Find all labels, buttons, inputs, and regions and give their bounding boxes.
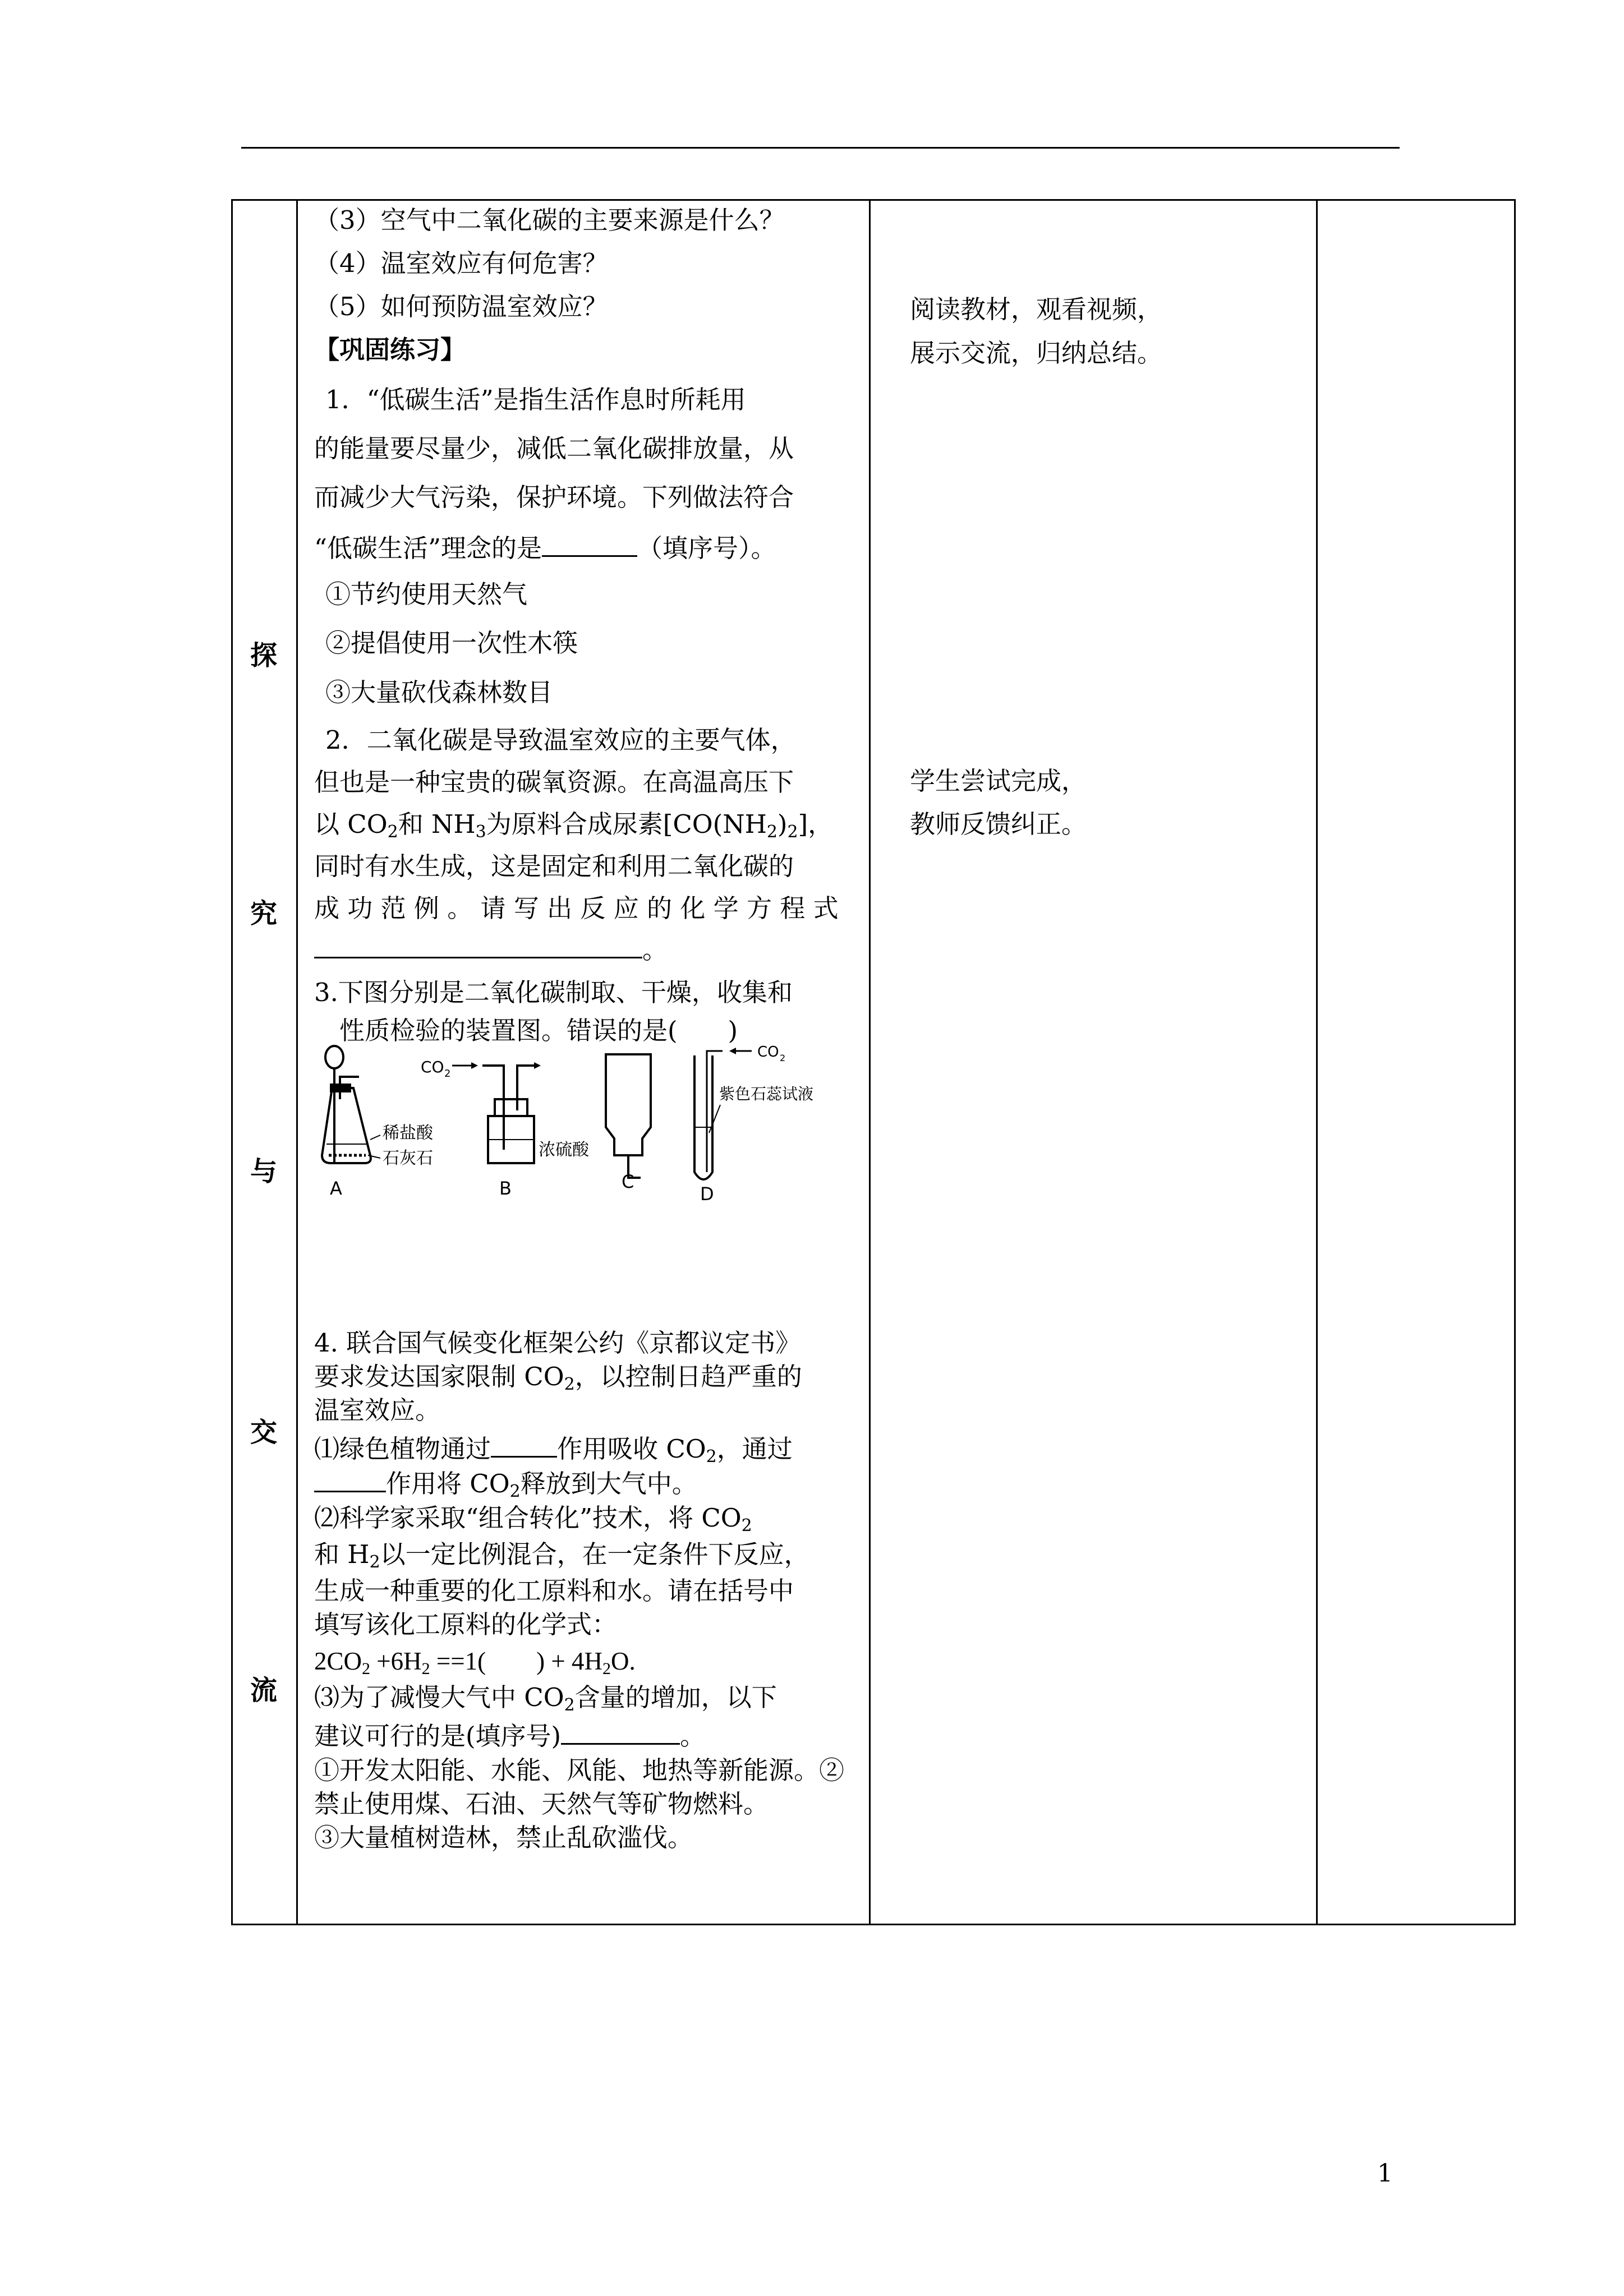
apparatus-d-gas: CO xyxy=(757,1044,779,1061)
ex4-equation xyxy=(314,1644,636,1686)
column-divider-2 xyxy=(869,199,871,1925)
ex4-part-2-line-4: 填写该化工原料的化学式： xyxy=(314,1610,618,1639)
ex1-line-4-text: “低碳生活”理念的是 xyxy=(314,533,542,563)
apparatus-figure xyxy=(314,1043,853,1251)
side-label-4: 交 xyxy=(250,1417,277,1448)
ex4-part-3-line-2 xyxy=(314,1717,705,1753)
subscript: 2 xyxy=(766,822,778,842)
ex2-equation-blank[interactable] xyxy=(314,931,642,958)
apparatus-label-a: A xyxy=(330,1178,342,1199)
ex4-line-2-text: 要求发达国家限制 CO xyxy=(314,1362,564,1391)
ex4-p1-text: ⑴绿色植物通过 xyxy=(314,1434,491,1464)
ex2-paren: ) xyxy=(777,809,788,839)
apparatus-d-liquid: 紫色石蕊试液 xyxy=(719,1085,814,1103)
activity-note-2: 展示交流，归纳总结。 xyxy=(910,338,1163,368)
apparatus-b xyxy=(421,1058,590,1199)
column-divider-1 xyxy=(296,199,298,1925)
apparatus-b-gas: CO xyxy=(421,1058,444,1076)
subscript: 2 xyxy=(706,1447,717,1467)
ex2-line-5: 成 功 范 例 。 请 写 出 反 应 的 化 学 方 程 式 xyxy=(314,893,839,923)
ex4-p1-text-2: 作用吸收 CO xyxy=(557,1434,706,1464)
activity-note-4: 教师反馈纠正。 xyxy=(910,809,1087,839)
apparatus-c xyxy=(606,1054,651,1192)
subscript: 2 xyxy=(362,1659,371,1678)
subscript: 2 xyxy=(602,1659,611,1678)
side-label-3: 与 xyxy=(250,1156,277,1187)
ex4-p1-text-4: 作用将 CO xyxy=(386,1469,510,1499)
subscript: 2 xyxy=(421,1659,430,1678)
ex4-p3-text-3: 建议可行的是(填序号) xyxy=(314,1721,562,1751)
apparatus-label-b: B xyxy=(499,1178,512,1199)
ex2-line-6 xyxy=(314,931,668,967)
ex3-line-1: 3.下图分别是二氧化碳制取、干燥，收集和 xyxy=(314,978,793,1007)
ex4-suggestion-2: 禁止使用煤、石油、天然气等矿物燃料。 xyxy=(314,1789,769,1819)
activity-note-3: 学生尝试完成， xyxy=(910,766,1087,796)
ex1-answer-blank[interactable] xyxy=(542,529,637,557)
subscript: 2 xyxy=(509,1482,521,1501)
ex4-blank-suggestions[interactable] xyxy=(561,1717,680,1745)
eq-part: +6H xyxy=(370,1647,422,1675)
subscript: 2 xyxy=(564,1375,575,1394)
practice-heading: 【巩固练习】 xyxy=(314,335,466,365)
ex4-part-2-line-2 xyxy=(314,1538,809,1579)
question-3: （3）空气中二氧化碳的主要来源是什么？ xyxy=(314,205,785,235)
side-label-5: 流 xyxy=(250,1675,277,1706)
ex3-line-2: 性质检验的装置图。错误的是( ) xyxy=(339,1016,738,1045)
ex4-p3-end: 。 xyxy=(680,1721,706,1751)
activity-note-1: 阅读教材，观看视频， xyxy=(910,294,1163,324)
side-label-2: 究 xyxy=(250,898,277,929)
ex2-line-2: 但也是一种宝贵的碳氧资源。在高温高压下 xyxy=(314,767,794,797)
apparatus-a-solid: 石灰石 xyxy=(383,1149,433,1168)
ex4-part-2-line-1 xyxy=(314,1501,752,1543)
ex4-blank-absorb[interactable] xyxy=(491,1430,557,1458)
ex4-part-3-line-1 xyxy=(314,1681,777,1722)
apparatus-d xyxy=(694,1044,813,1205)
ex2-line-3 xyxy=(314,808,833,849)
subscript: 2 xyxy=(741,1516,752,1536)
eq-part: 2CO xyxy=(314,1647,362,1675)
subscript: 3 xyxy=(475,822,486,842)
ex1-line-3: 而减少大气污染，保护环境。下列做法符合 xyxy=(314,482,794,512)
ex1-option-3: ③大量砍伐森林数目 xyxy=(325,677,553,707)
ex2-nh3: 和 NH xyxy=(398,809,476,839)
subscript: 2 xyxy=(564,1695,575,1715)
page-number: 1 xyxy=(1377,2159,1393,2188)
subscript: 2 xyxy=(369,1552,380,1572)
apparatus-a-acid: 稀盐酸 xyxy=(383,1123,433,1143)
ex4-p2-text: ⑵科学家采取“组合转化”技术，将 CO xyxy=(314,1503,742,1533)
ex4-line-3: 温室效应。 xyxy=(314,1395,441,1425)
ex4-suggestion-1: ①开发太阳能、水能、风能、地热等新能源。② xyxy=(314,1755,845,1785)
apparatus-d-gas-sub: 2 xyxy=(780,1053,786,1063)
ex2-line-3-end: ]， xyxy=(798,809,834,839)
ex4-p3-text-2: 含量的增加，以下 xyxy=(574,1682,777,1712)
ex2-co2: 以 CO xyxy=(314,809,388,839)
ex2-line-6-end: 。 xyxy=(642,935,668,965)
apparatus-b-gas-sub: 2 xyxy=(444,1068,451,1080)
side-label-1: 探 xyxy=(250,640,277,671)
ex4-p1-text-3: ，通过 xyxy=(716,1434,793,1464)
ex1-line-2: 的能量要尽量少，减低二氧化碳排放量，从 xyxy=(314,434,794,463)
apparatus-b-acid: 浓硫酸 xyxy=(539,1140,589,1160)
ex4-blank-release[interactable] xyxy=(314,1465,386,1492)
ex2-urea: 为原料合成尿素[CO(NH xyxy=(486,809,767,839)
ex1-option-2: ②提倡使用一次性木筷 xyxy=(325,628,578,658)
apparatus-a xyxy=(322,1046,434,1199)
ex4-p2-text-2: 以一定比例混合，在一定条件下反应， xyxy=(380,1539,809,1569)
ex4-p1-text-5: 释放到大气中。 xyxy=(520,1469,697,1499)
ex4-suggestion-3: ③大量植树造林，禁止乱砍滥伐。 xyxy=(314,1823,693,1852)
header-rule xyxy=(241,147,1400,149)
apparatus-label-c: C xyxy=(622,1171,634,1192)
question-4: （4）温室效应有何危害？ xyxy=(314,248,608,278)
ex1-line-4 xyxy=(314,529,776,565)
eq-part: O. xyxy=(611,1647,636,1675)
ex1-option-1: ①节约使用天然气 xyxy=(325,579,528,609)
ex4-p2-h2: 和 H xyxy=(314,1539,370,1569)
ex4-part-2-line-3: 生成一种重要的化工原料和水。请在括号中 xyxy=(314,1576,794,1606)
ex4-line-1: 4. 联合国气候变化框架公约《京都议定书》 xyxy=(314,1328,801,1358)
subscript: 2 xyxy=(387,822,398,842)
ex1-line-4-end: （填序号）。 xyxy=(637,533,776,563)
subscript: 2 xyxy=(787,822,798,842)
ex2-line-1: 2．二氧化碳是导致温室效应的主要气体， xyxy=(325,725,796,755)
column-divider-3 xyxy=(1316,199,1318,1925)
eq-part: ==1( ) + 4H xyxy=(430,1647,603,1675)
ex2-line-4: 同时有水生成，这是固定和利用二氧化碳的 xyxy=(314,851,794,881)
apparatus-label-d: D xyxy=(700,1183,714,1205)
ex4-p3-text: ⑶为了减慢大气中 CO xyxy=(314,1682,564,1712)
ex1-line-1: 1．“低碳生活”是指生活作息时所耗用 xyxy=(325,385,746,414)
ex4-line-2-end: ，以控制日趋严重的 xyxy=(574,1362,802,1391)
question-5: （5）如何预防温室效应？ xyxy=(314,292,608,321)
